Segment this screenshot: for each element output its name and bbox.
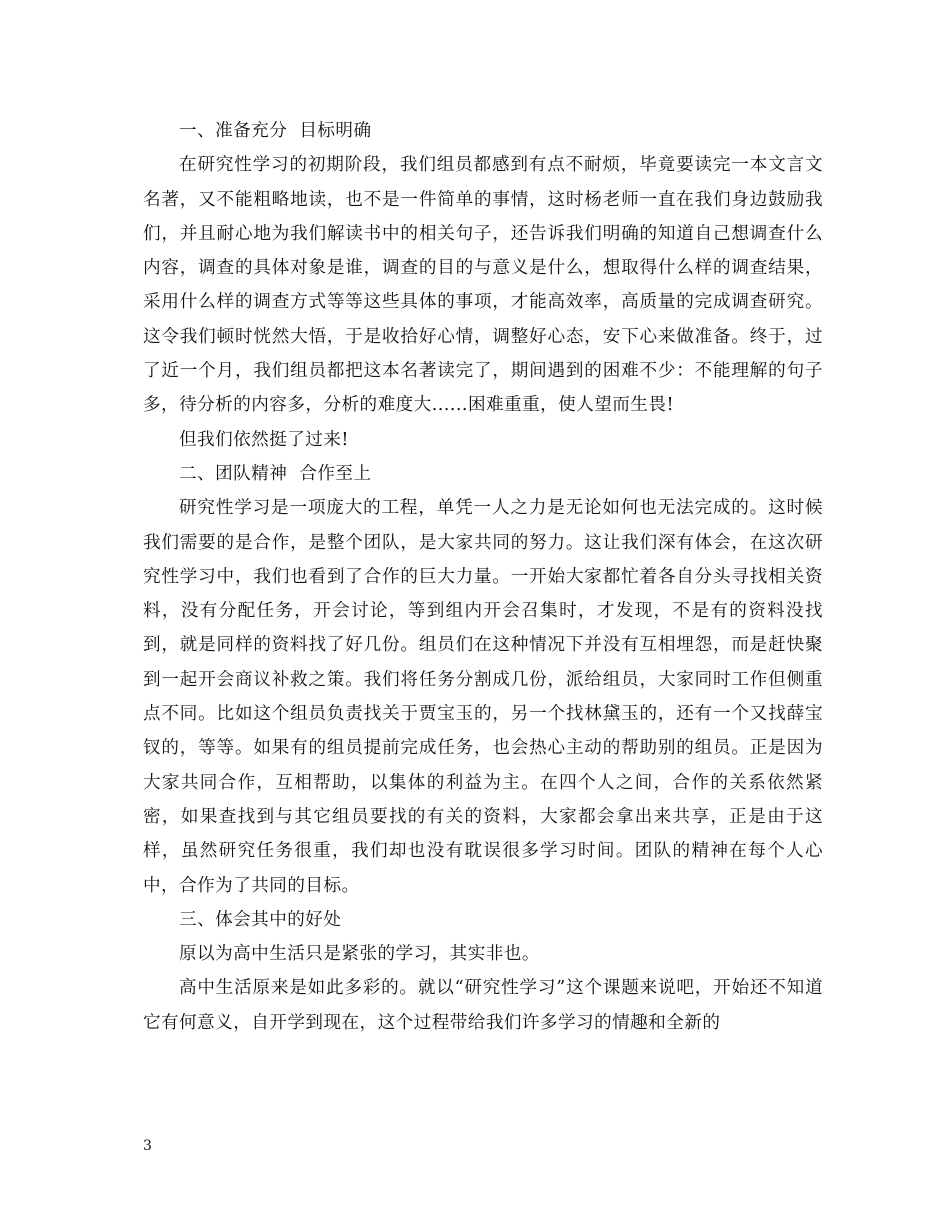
body-paragraph-5: 高中生活原来是如此多彩的。就以“研究性学习”这个课题来说吧，开始还不知道它有何意义，自开学到现在，这个过程带给我们许多学习的情趣和全新的	[143, 978, 823, 1033]
section-heading-3: 三、体会其中的好处	[179, 909, 342, 930]
document-body	[143, 114, 823, 1040]
section-heading-2: 二、团队精神 合作至上	[179, 463, 372, 484]
body-paragraph-4: 原以为高中生活只是紧张的学习，其实非也。	[179, 944, 540, 965]
body-paragraph-3: 研究性学习是一项庞大的工程，单凭一人之力是无论如何也无法完成的。这时候我们需要的是合作，是整个团队，是大家共同的努力。这让我们深有体会，在这次研究性学习中，我们也看到了合作的巨大力量。一开始大家都忙着各自分头寻找相关资料，没有分配任务，开会讨论，等到组内开会召集时，才发现，不是有的资料没找到，就是同样的资料找了好几份。组员们在这种情况下并没有互相埋怨，而是赶快聚到一起开会商议补救之策。我们将任务分割成几份，派给组员，大家同时工作但侧重点不同。比如这个组员负责找关于贾宝玉的，另一个找林黛玉的，还有一个又找薛宝钗的，等等。如果有的组员提前完成任务，也会热心主动的帮助别的组员。正是因为大家共同合作，互相帮助，以集体的利益为主。在四个人之间，合作的关系依然紧密，如果查找到与其它组员要找的有关的资料，大家都会拿出来共享，正是由于这样，虽然研究任务很重，我们却也没有耽误很多学习时间。团队的精神在每个人心中，合作为了共同的目标。	[143, 498, 823, 896]
body-paragraph-2: 但我们依然挺了过来!	[179, 429, 349, 450]
page-number: 3	[143, 1138, 152, 1154]
section-heading-1: 一、准备充分 目标明确	[179, 121, 372, 141]
body-paragraph-1: 在研究性学习的初期阶段，我们组员都感到有点不耐烦，毕竟要读完一本文言文名著，又不能粗略地读，也不是一件简单的事情，这时杨老师一直在我们身边鼓励我们，并且耐心地为我们解读书中的相关句子，还告诉我们明确的知道自己想调查什么内容，调查的具体对象是谁，调查的目的与意义是什么，想取得什么样的调查结果，采用什么样的调查方式等等这些具体的事项，才能高效率，高质量的完成调查研究。这令我们顿时恍然大悟，于是收拾好心情，调整好心态，安下心来做准备。终于，过了近一个月，我们组员都把这本名著读完了，期间遇到的困难不少：不能理解的句子多，待分析的内容多，分析的难度大......困难重重，使人望而生畏!	[143, 155, 823, 416]
